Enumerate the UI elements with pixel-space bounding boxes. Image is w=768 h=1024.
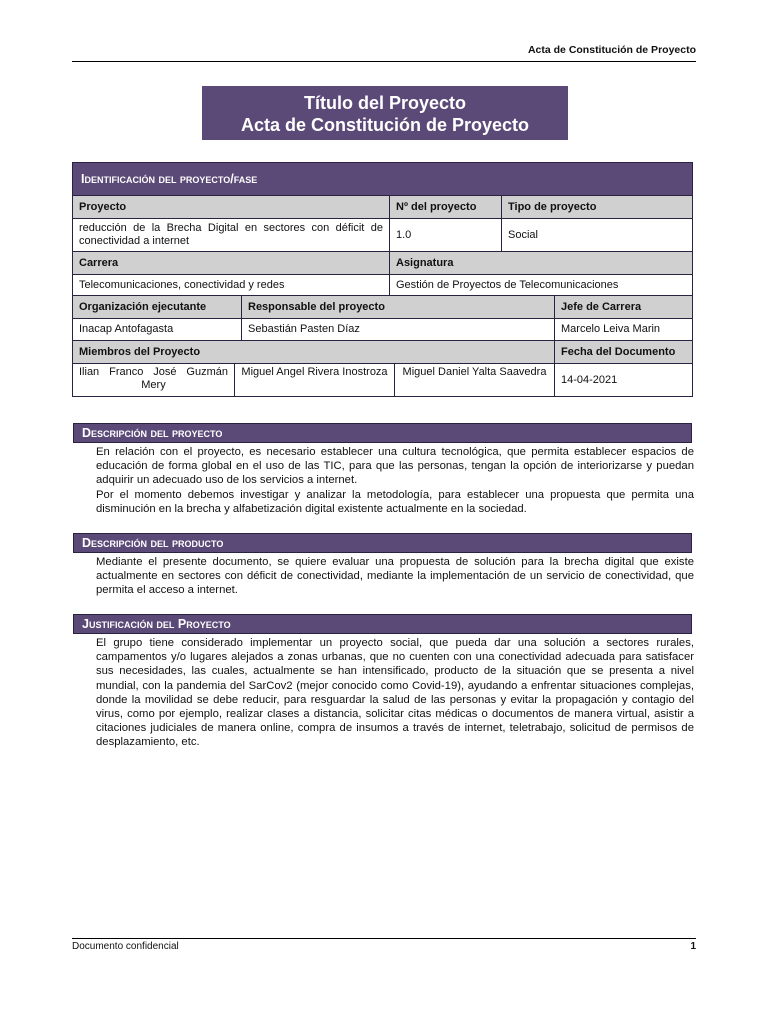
table-row: [73, 363, 692, 396]
table-row: [73, 196, 692, 218]
miembro-3: Miguel Daniel Yalta Saavedra: [394, 364, 554, 396]
miembro-2: Miguel Angel Rivera Inostroza: [234, 364, 394, 396]
carrera-value: Telecomunicaciones, conectividad y redes: [73, 275, 389, 295]
table-row: [73, 274, 692, 295]
running-header: [72, 44, 696, 62]
miembro-1: Ilian Franco José Guzmán Mery: [73, 364, 234, 396]
section-body-justificacion: [96, 636, 694, 750]
section-heading-descripcion-producto: Descripción del producto: [73, 533, 692, 553]
title-line-2: Acta de Constitución de Proyecto: [240, 115, 530, 135]
organizacion-value: Inacap Antofagasta: [73, 319, 241, 340]
running-header-title: Acta de Constitución de Proyecto: [527, 44, 696, 56]
footer-confidential: Documento confidencial: [72, 941, 179, 952]
fecha-label: Fecha del Documento: [554, 341, 692, 363]
page-footer: [72, 938, 696, 952]
table-row: [73, 218, 692, 251]
carrera-label: Carrera: [73, 252, 389, 274]
table-row: [73, 295, 692, 318]
paragraph: Por el momento debemos investigar y analizar la metodología, para establecer una propuesta que permita una disminución en la brecha y alfabetización digital existente actualmente en la sociedad.: [96, 488, 694, 515]
tipo-value: Social: [501, 219, 692, 251]
proyecto-value: reducción de la Brecha Digital en sectores con déficit de conectividad a internet: [73, 219, 389, 251]
jefe-value: Marcelo Leiva Marin: [554, 319, 692, 340]
page-number: 1: [690, 941, 696, 952]
responsable-label: Responsable del proyecto: [241, 296, 554, 318]
title-line-1: Título del Proyecto: [303, 93, 467, 113]
miembros-label: Miembros del Proyecto: [73, 341, 554, 363]
paragraph: El grupo tiene considerado implementar un proyecto social, que pueda dar una solución a sectores rurales, campamentos y/o lugares alejados a zonas urbanas, que no cuenten con una conectividad adecuada para satisfacer sus necesidades, las cuales, actualmente se han intensificado, producto de la situación que se presenta a nivel mundial, con la pandemia del SarCov2 (mejor conocido como Covid-19), ayudando a enfrentar situaciones complejas, donde la movilidad se debe reducir, para resguardar la salud de las personas y evitar la propagación y contagio del virus, como por ejemplo, realizar clases a distancia, solicitar citas médicas o documentos de manera virtual, asistir a citaciones judiciales de manera online, compra de insumos a través de internet, teletrabajo, solicitud de permisos de desplazamiento, etc.: [96, 637, 694, 749]
table-row: [73, 318, 692, 340]
paragraph: Mediante el presente documento, se quiere evaluar una propuesta de solución para la brecha digital que existe actualmente en sectores con déficit de conectividad, mediante la implementación de un servicio de conectividad, que permita el acceso a internet.: [96, 556, 694, 597]
section-body-descripcion-producto: [96, 555, 694, 598]
identification-table: [72, 162, 693, 397]
responsable-value: Sebastián Pasten Díaz: [241, 319, 554, 340]
table-row: [73, 340, 692, 363]
fecha-value: 14-04-2021: [554, 364, 692, 396]
proyecto-label: Proyecto: [73, 196, 389, 218]
numero-label: Nº del proyecto: [389, 196, 501, 218]
identification-heading: Identificación del proyecto/fase: [73, 163, 692, 196]
section-body-descripcion-proyecto: [96, 445, 694, 516]
tipo-label: Tipo de proyecto: [501, 196, 692, 218]
table-row: [73, 251, 692, 274]
paragraph: En relación con el proyecto, es necesario establecer una cultura tecnológica, que permita establecer espacios de educación de forma global en el uso de las TIC, para que las personas, tengan la opción de interiorizarse y puedan adquirir un adecuado uso de los servicios a internet.: [96, 446, 694, 487]
organizacion-label: Organización ejecutante: [73, 296, 241, 318]
numero-value: 1.0: [389, 219, 501, 251]
asignatura-value: Gestión de Proyectos de Telecomunicaciones: [389, 275, 692, 295]
document-title-box: [202, 86, 568, 140]
jefe-label: Jefe de Carrera: [554, 296, 692, 318]
asignatura-label: Asignatura: [389, 252, 692, 274]
section-heading-descripcion-proyecto: Descripción del proyecto: [73, 423, 692, 443]
section-heading-justificacion: Justificación del Proyecto: [73, 614, 692, 634]
